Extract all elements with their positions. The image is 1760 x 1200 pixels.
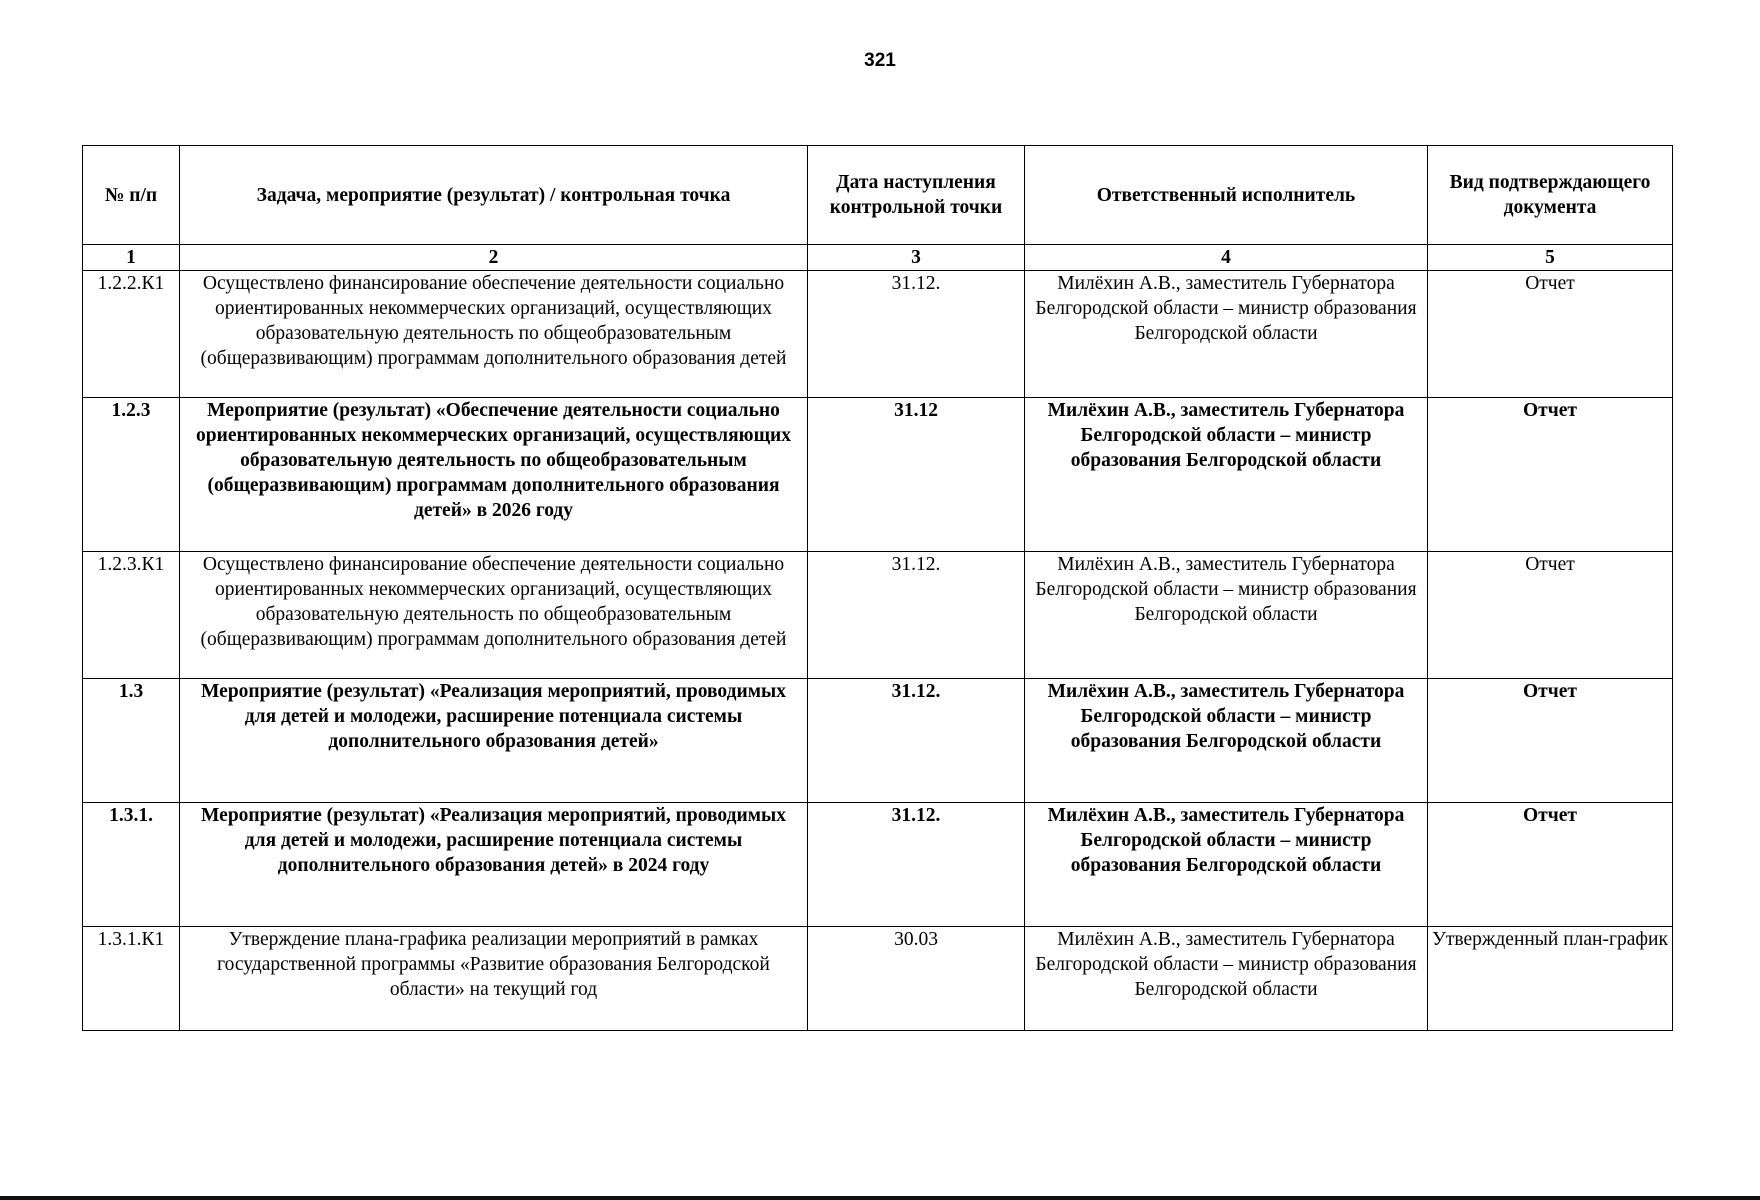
- column-number: 3: [808, 245, 1025, 271]
- row-number: 1.2.2.К1: [83, 271, 180, 398]
- scan-edge-line: [0, 1196, 1760, 1200]
- row-date: 31.12.: [808, 552, 1025, 679]
- column-number-row: [83, 245, 1673, 271]
- column-number: 5: [1428, 245, 1673, 271]
- row-date: 30.03: [808, 927, 1025, 1031]
- header-executor: Ответственный исполнитель: [1025, 146, 1428, 245]
- row-document: Отчет: [1428, 679, 1673, 803]
- header-date: Дата наступления контрольной точки: [808, 146, 1025, 245]
- row-number: 1.3: [83, 679, 180, 803]
- row-document: Отчет: [1428, 398, 1673, 552]
- row-executor: Милёхин А.В., заместитель Губернатора Белгородской области – министр образования Белгородской области: [1025, 552, 1428, 679]
- row-date: 31.12.: [808, 271, 1025, 398]
- row-document: Отчет: [1428, 803, 1673, 927]
- table-row: [83, 803, 1673, 927]
- row-executor: Милёхин А.В., заместитель Губернатора Белгородской области – министр образования Белгородской области: [1025, 398, 1428, 552]
- control-points-table: [82, 145, 1673, 1031]
- row-executor: Милёхин А.В., заместитель Губернатора Белгородской области – министр образования Белгородской области: [1025, 927, 1428, 1031]
- header-document-type: Вид подтверждающего документа: [1428, 146, 1673, 245]
- table-row: [83, 927, 1673, 1031]
- row-task: Мероприятие (результат) «Реализация мероприятий, проводимых для детей и молодежи, расширение потенциала системы дополнительного образования детей» в 2024 году: [180, 803, 808, 927]
- row-number: 1.2.3: [83, 398, 180, 552]
- row-number: 1.3.1.К1: [83, 927, 180, 1031]
- row-number: 1.3.1.: [83, 803, 180, 927]
- table-row: [83, 398, 1673, 552]
- table-row: [83, 271, 1673, 398]
- row-date: 31.12: [808, 398, 1025, 552]
- header-number: № п/п: [83, 146, 180, 245]
- row-document: Утвержденный план-график: [1428, 927, 1673, 1031]
- header-task: Задача, мероприятие (результат) / контрольная точка: [180, 146, 808, 245]
- row-number: 1.2.3.К1: [83, 552, 180, 679]
- row-executor: Милёхин А.В., заместитель Губернатора Белгородской области – министр образования Белгородской области: [1025, 803, 1428, 927]
- row-executor: Милёхин А.В., заместитель Губернатора Белгородской области – министр образования Белгородской области: [1025, 271, 1428, 398]
- column-number: 1: [83, 245, 180, 271]
- row-date: 31.12.: [808, 803, 1025, 927]
- table-row: [83, 552, 1673, 679]
- row-task: Мероприятие (результат) «Реализация мероприятий, проводимых для детей и молодежи, расширение потенциала системы дополнительного образования детей»: [180, 679, 808, 803]
- row-executor: Милёхин А.В., заместитель Губернатора Белгородской области – министр образования Белгородской области: [1025, 679, 1428, 803]
- header-row: [83, 146, 1673, 245]
- row-document: Отчет: [1428, 271, 1673, 398]
- column-number: 4: [1025, 245, 1428, 271]
- row-task: Осуществлено финансирование обеспечение деятельности социально ориентированных некоммерческих организаций, осуществляющих образовательную деятельность по общеобразовательным (общеразвивающим) программам дополнительного образования детей: [180, 552, 808, 679]
- row-task: Мероприятие (результат) «Обеспечение деятельности социально ориентированных некоммерческих организаций, осуществляющих образовательную деятельность по общеобразовательным (общеразвивающим) программам дополнительного образования детей» в 2026 году: [180, 398, 808, 552]
- table-row: [83, 679, 1673, 803]
- column-number: 2: [180, 245, 808, 271]
- row-task: Утверждение плана-графика реализации мероприятий в рамках государственной программы «Развитие образования Белгородской области» на текущий год: [180, 927, 808, 1031]
- row-task: Осуществлено финансирование обеспечение деятельности социально ориентированных некоммерческих организаций, осуществляющих образовательную деятельность по общеобразовательным (общеразвивающим) программам дополнительного образования детей: [180, 271, 808, 398]
- page-number: 321: [864, 50, 896, 71]
- row-document: Отчет: [1428, 552, 1673, 679]
- row-date: 31.12.: [808, 679, 1025, 803]
